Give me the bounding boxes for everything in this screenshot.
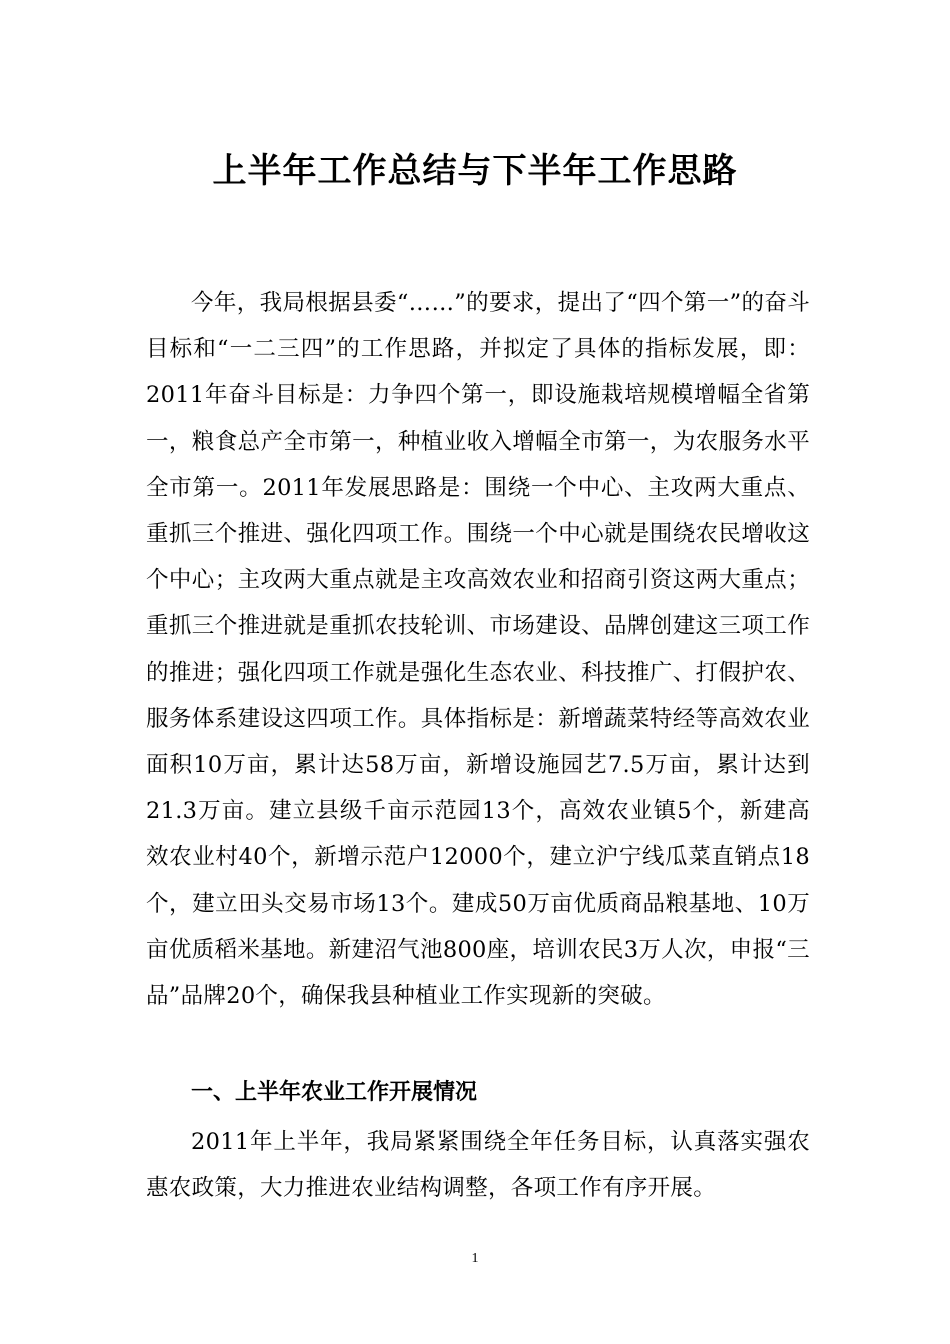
body-paragraph-intro: 今年，我局根据县委“……”的要求，提出了“四个第一”的奋斗目标和“一二三四”的工作思路，并拟定了具体的指标发展，即：2011年奋斗目标是：力争四个第一，即设施栽培规模增幅全省第一，粮食总产全市第一，种植业收入增幅全市第一，为农服务水平全市第一。2011年发展思路是：围绕一个中心、主攻两大重点、重抓三个推进、强化四项工作。围绕一个中心就是围绕农民增收这个中心；主攻两大重点就是主攻高效农业和招商引资这两大重点；重抓三个推进就是重抓农技轮训、市场建设、品牌创建这三项工作的推进；强化四项工作就是强化生态农业、科技推广、打假护农、服务体系建设这四项工作。具体指标是：新增蔬菜特经等高效农业面积10万亩，累计达58万亩，新增设施园艺7.5万亩，累计达到21.3万亩。建立县级千亩示范园13个，高效农业镇5个，新建高效农业村40个，新增示范户12000个，建立沪宁线瓜菜直销点18个，建立田头交易市场13个。建成50万亩优质商品粮基地、10万亩优质稻米基地。新建沼气池800座，培训农民3万人次，申报“三品”品牌20个，确保我县种植业工作实现新的突破。 — [146, 290, 810, 1010]
page-number: 1 — [471, 1251, 479, 1266]
document-title: 上半年工作总结与下半年工作思路 — [212, 151, 738, 191]
body-paragraph-section-1: 2011年上半年，我局紧紧围绕全年任务目标，认真落实强农惠农政策，大力推进农业结构调整，各项工作有序开展。 — [146, 1129, 810, 1202]
section-heading: 一、上半年农业工作开展情况 — [191, 1080, 478, 1105]
